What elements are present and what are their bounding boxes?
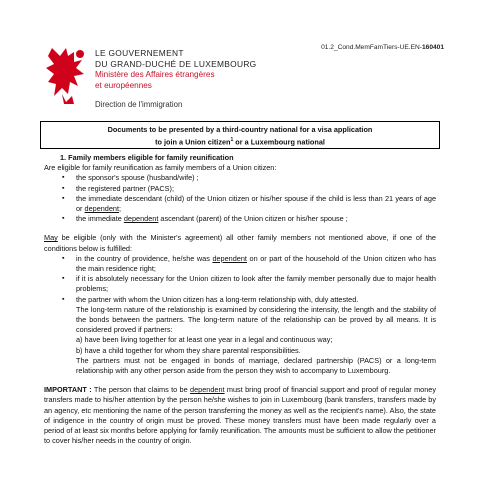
section-1-intro: Are eligible for family reunification as family members of a Union citizen: [44,163,277,173]
list-item: ▪ in the country of providence, he/she was dependent on or part of the household of the Union citizen who has the main residence right; [44,254,436,274]
partner-exclusivity-paragraph: The partners must not be engaged in bonds of marriage, declared partnership (PACS) or a long-term relationship with any other person aside from the person they wish to accompany to Luxembourg. [76,355,436,376]
section-2-intro: May be eligible (only with the Minister's agreement) all other family members not mentioned above, if one of the conditions below is fulfilled: [44,233,436,253]
condition-a: a) have been living together for at least one year in a legal and continuous way; [76,335,333,345]
ministry-line-2: et européennes [95,80,152,90]
document-reference [321,44,444,51]
important-paragraph: IMPORTANT : The person that claims to be dependent must bring proof of financial support and proof of regular money transfers made to his/her attention by the person he/she wishes to join in Luxembourg (bank transfers, transfers made by an agency, etc mentioning the name of the person transferring the money as well as the recipient's name). Also, the state of indigence in the country of origin must be proved. These money transfers must have been made regularly over a period of at least six months before applying for family reunification. The amounts must be sufficient to allow the petitioner to cover his/her needs in the country of origin. [44,385,436,446]
government-header [95,48,257,110]
list-item: ▪ the sponsor's spouse (husband/wife) ; [44,173,436,183]
footnote-marker: 1 [230,137,234,143]
direction-label: Direction de l'immigration [95,100,183,109]
gov-line-2: DU GRAND-DUCHÉ DE LUXEMBOURG [95,59,257,69]
ministry-line-1: Ministère des Affaires étrangères [95,70,215,79]
title-line-1: Documents to be presented by a third-country national for a visa application [107,125,373,134]
list-item: ▪ if it is absolutely necessary for the Union citizen to look after the family member personally due to major health problems; [44,274,436,294]
document-title-box [40,121,440,149]
relationship-paragraph: The long-term nature of the relationship is examined by considering the intensity, the length and the stability of the bonds between the partners. The long-term nature of the relationship can be proved by all means. It is considered proved if partners: [76,304,436,335]
document-body [44,153,436,446]
ref-prefix: 01.2_Cond.MemFamTiers-UE.EN- [321,44,422,51]
list-item: ▪ the registered partner (PACS); [44,184,436,194]
list-item: ▪ the immediate dependent ascendant (parent) of the Union citizen or his/her spouse ; [44,214,436,224]
ref-number: 160401 [421,44,444,51]
luxembourg-lion-logo [44,44,90,106]
important-label: IMPORTANT : [44,385,92,395]
gov-line-1: LE GOUVERNEMENT [95,48,184,58]
list-item: ▪ the immediate descendant (child) of the Union citizen or his/her spouse if the child is less than 21 years of age or dependent; [44,194,436,214]
conditions-list [44,254,436,305]
section-1-heading: 1. Family members eligible for family reunification [60,153,234,162]
title-line-2: to join a Union citizen$^1$ or a Luxembourg national [155,137,325,147]
eligible-members-list [44,173,436,224]
list-item: ▪ the partner with whom the Union citizen has a long-term relationship with, duly attested. [44,295,436,305]
condition-b: b) have a child together for whom they share parental responsibilities. [76,345,301,355]
